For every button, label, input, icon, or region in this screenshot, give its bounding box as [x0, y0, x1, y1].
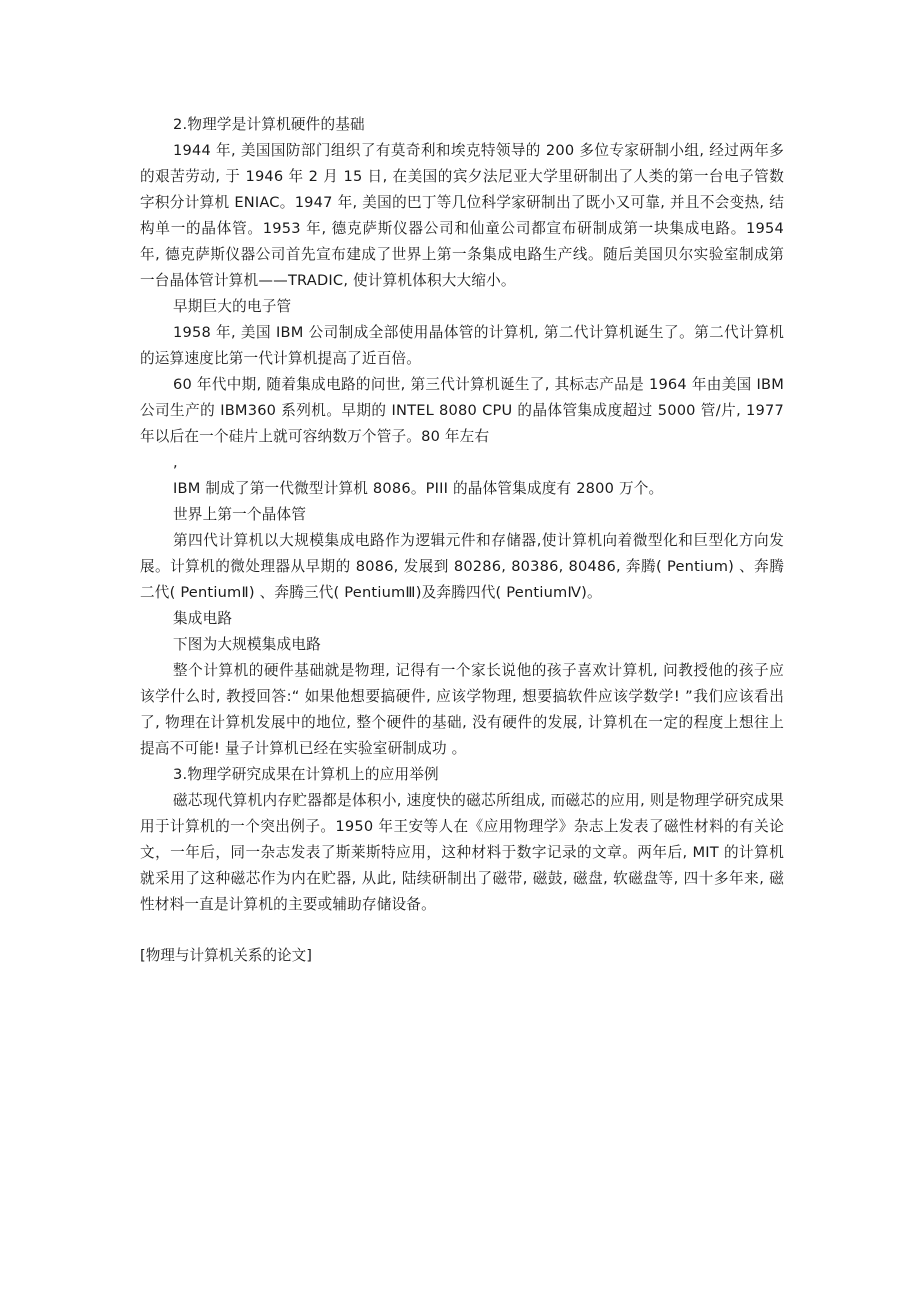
paragraph: 1944 年, 美国国防部门组织了有莫奇利和埃克特领导的 200 多位专家研制小组, 经过两年多的艰苦劳动, 于 1946 年 2 月 15 日, 在美国的宾夕法尼亚大学里研制出了人类的第一台电子管数字积分计算机 ENIAC。1947 年, 美国的巴丁等几位科学家研制出了既小又可靠, 并且不会变热, 结构单一的晶体管。1953 年, 德克萨斯仪器公司和仙童公司都宣布研制成第一块集成电路。1954 年, 德克萨斯仪器公司首先宣布建成了世界上第一条集成电路生产线。随后美国贝尔实验室制成第一台晶体管计算机——TRADIC, 使计算机体积大大缩小。 — [140, 142, 784, 289]
stray-comma: , — [173, 454, 178, 471]
image-caption: 早期巨大的电子管 — [173, 298, 292, 315]
paragraph: 磁芯现代算机内存贮器都是体积小, 速度快的磁芯所组成, 而磁芯的应用, 则是物理学研究成果用于计算机的一个突出例子。1950 年王安等人在《应用物理学》杂志上发表了磁性材料的有关论文，一年后，同一杂志发表了斯莱斯特应用，这种材料于数字记录的文章。两年后, MIT 的计算机就采用了这种磁芯作为内在贮器, 从此, 陆续研制出了磁带, 磁鼓, 磁盘, 软磁盘等, 四十多年来, 磁性材料一直是计算机的主要或辅助存储设备。 — [140, 792, 784, 913]
footer-title: [物理与计算机关系的论文] — [140, 947, 312, 964]
image-caption: 集成电路 — [173, 610, 233, 627]
paragraph: 60 年代中期, 随着集成电路的问世, 第三代计算机诞生了, 其标志产品是 1964 年由美国 IBM 公司生产的 IBM360 系列机。早期的 INTEL 8080 CPU 的晶体管集成度超过 5000 管/片, 1977 年以后在一个硅片上就可容纳数万个管子。80 年左右 — [140, 376, 784, 445]
document-body — [140, 112, 784, 918]
image-caption: 下图为大规模集成电路 — [173, 636, 321, 653]
section-heading: 3.物理学研究成果在计算机上的应用举例 — [173, 766, 439, 783]
text-line: IBM 制成了第一代微型计算机 8086。PIII 的晶体管集成度有 2800 万个。 — [173, 480, 664, 497]
paragraph: 整个计算机的硬件基础就是物理, 记得有一个家长说他的孩子喜欢计算机, 问教授他的孩子应该学什么时, 教授回答:“ 如果他想要搞硬件, 应该学物理, 想要搞软件应该学数学! ”我们应该看出了, 物理在计算机发展中的地位, 整个硬件的基础, 没有硬件的发展, 计算机在一定的程度上想往上提高不可能! 量子计算机已经在实验室研制成功 。 — [140, 662, 784, 757]
paragraph: 第四代计算机以大规模集成电路作为逻辑元件和存储器,使计算机向着微型化和巨型化方向发展。计算机的微处理器从早期的 8086, 发展到 80286, 80386, 80486, 奔腾( Pentium) 、奔腾二代( PentiumⅡ) 、奔腾三代( PentiumⅢ)及奔腾四代( PentiumⅣ)。 — [140, 532, 784, 601]
image-caption: 世界上第一个晶体管 — [173, 506, 307, 523]
paragraph: 1958 年, 美国 IBM 公司制成全部使用晶体管的计算机, 第二代计算机诞生了。第二代计算机的运算速度比第一代计算机提高了近百倍。 — [140, 324, 784, 367]
section-heading: 2.物理学是计算机硬件的基础 — [173, 116, 365, 133]
